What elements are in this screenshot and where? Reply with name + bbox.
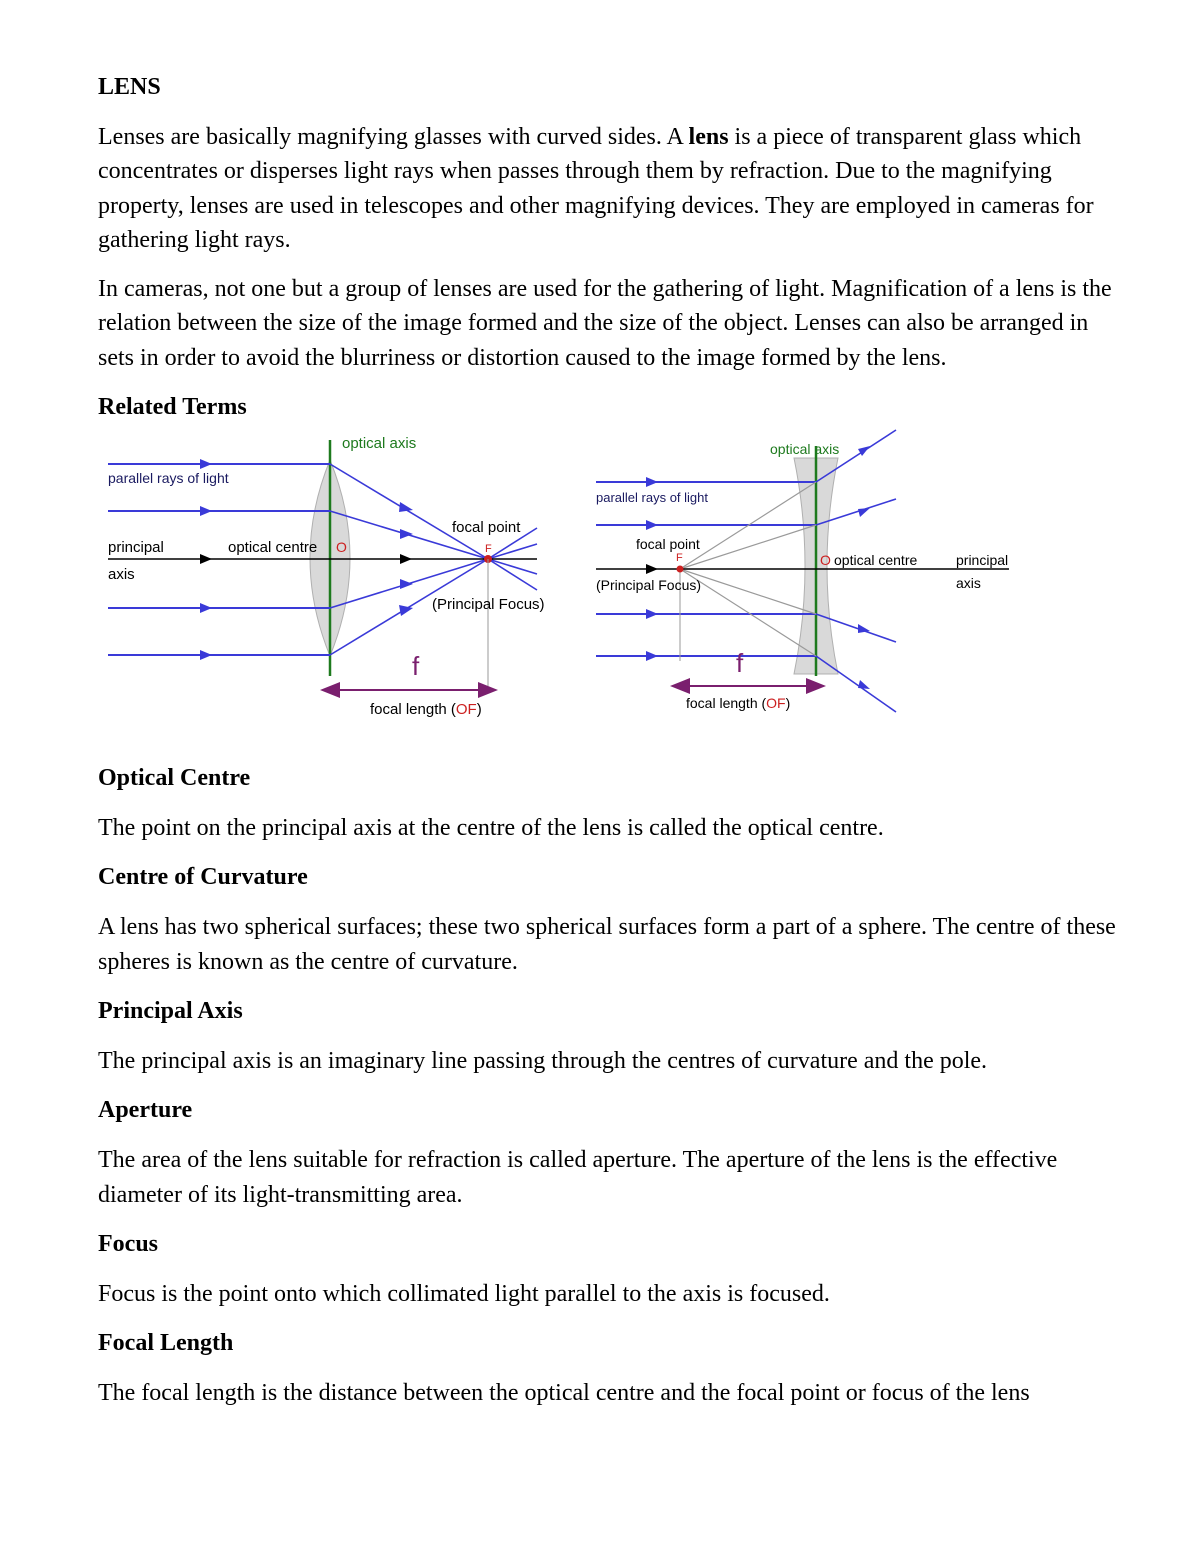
section-text: Focus is the point onto which collimated light parallel to the axis is focused. (98, 1280, 830, 1307)
convex-label-parallel-rays: parallel rays of light (108, 470, 229, 487)
concave-out-arrow-5 (858, 680, 870, 689)
term-sections (98, 761, 1130, 1410)
convex-label-o: O (336, 539, 347, 556)
concave-label-optical-axis: optical axis (770, 441, 840, 458)
concave-label-f: f (736, 648, 744, 679)
axis-arrow-2 (400, 554, 412, 564)
virtual-line-2 (680, 525, 816, 569)
axis-arrow-1 (200, 554, 212, 564)
concave-label-principal-focus: (Principal Focus) (596, 577, 702, 594)
related-terms-heading: Related Terms (98, 394, 247, 421)
convex-lens-diagram (100, 428, 560, 728)
concave-label-axis: axis (956, 575, 981, 592)
ray-arrow-5 (200, 650, 212, 660)
section-heading: Aperture (98, 1097, 193, 1124)
concave-axis-arrow (646, 564, 658, 574)
section-heading: Focus (98, 1230, 158, 1257)
convex-label-f: f (412, 651, 420, 682)
ray-after-focus-2 (488, 544, 537, 559)
ray-after-focus-4 (488, 559, 537, 574)
ray-arrow-2 (200, 506, 212, 516)
intro-bold-term: lens (688, 124, 729, 150)
section-text: The area of the lens suitable for refraction is called aperture. The aperture of the lens is the effective diameter of its light-transmitting area. (98, 1147, 1058, 1208)
concave-label-parallel-rays: parallel rays of light (596, 490, 708, 506)
page-title: LENS (98, 74, 161, 100)
intro-paragraph (98, 120, 1130, 257)
cameras-paragraph: In cameras, not one but a group of lenses are used for the gathering of light. Magnification of a lens is the relation between the size of the image formed and the size of the object. Lenses can also be arranged in sets in order to avoid the blurriness or distortion caused to the image formed by the lens. (98, 276, 1112, 371)
section-heading: Optical Centre (98, 765, 251, 792)
convex-label-principal-focus: (Principal Focus) (432, 596, 545, 614)
section-text: The focal length is the distance between the optical centre and the focal point or focus of the lens (98, 1380, 1030, 1407)
concave-ray-arrow-1 (646, 477, 658, 487)
section-heading: Focal Length (98, 1330, 234, 1357)
concave-label-focal-length: focal length (OF) (686, 695, 791, 712)
ray-arrow-4 (200, 603, 212, 613)
document-content (98, 70, 1130, 1410)
concave-focal-point (677, 566, 684, 573)
concave-ray-arrow-2 (646, 520, 658, 530)
convex-label-focal-point: focal point (452, 519, 521, 537)
ray-after-focus-5 (488, 559, 537, 590)
concave-out-arrow-1 (858, 446, 870, 456)
concave-ray-out-5 (816, 656, 896, 712)
refracted-arrow-4 (400, 579, 413, 589)
concave-label-optical-centre: optical centre (834, 552, 918, 569)
concave-ray-arrow-5 (646, 651, 658, 661)
convex-label-axis: axis (108, 566, 135, 584)
lens-diagrams (98, 428, 1130, 761)
convex-label-optical-axis: optical axis (342, 435, 417, 453)
concave-label-f-point: F (676, 552, 683, 565)
section-text: A lens has two spherical surfaces; these two spherical surfaces form a part of a sphere. The centre of these spheres is known as the centre of curvature. (98, 914, 1116, 975)
concave-lens-diagram (594, 416, 1024, 716)
convex-label-optical-centre: optical centre (228, 539, 318, 557)
convex-label-focal-length: focal length (OF) (370, 701, 482, 719)
concave-label-focal-point: focal point (636, 536, 700, 553)
section-heading: Principal Axis (98, 997, 243, 1024)
ray-arrow-1 (200, 459, 212, 469)
section-heading: Centre of Curvature (98, 864, 308, 891)
concave-ray-arrow-4 (646, 609, 658, 619)
section-text: The principal axis is an imaginary line passing through the centres of curvature and the pole. (98, 1047, 988, 1074)
section-text: The point on the principal axis at the centre of the lens is called the optical centre. (98, 815, 884, 842)
intro-text-start: Lenses are basically magnifying glasses with curved sides. A (98, 124, 689, 150)
refracted-arrow-2 (400, 529, 413, 539)
convex-label-principal: principal (108, 539, 164, 557)
concave-label-o: O (820, 552, 831, 569)
concave-label-principal: principal (956, 552, 1009, 569)
convex-label-f-point: F (485, 543, 492, 556)
ray-refracted-1 (330, 464, 488, 559)
concave-out-arrow-2 (858, 508, 870, 517)
intro-text-end: is a piece of transparent glass which concentrates or disperses light rays when passes through them by refraction. Due to the magnifying property, lenses are used in telescopes and other magnifying devices. They are employed in cameras for gathering light rays. (98, 124, 1094, 253)
refracted-arrow-1 (399, 502, 413, 512)
